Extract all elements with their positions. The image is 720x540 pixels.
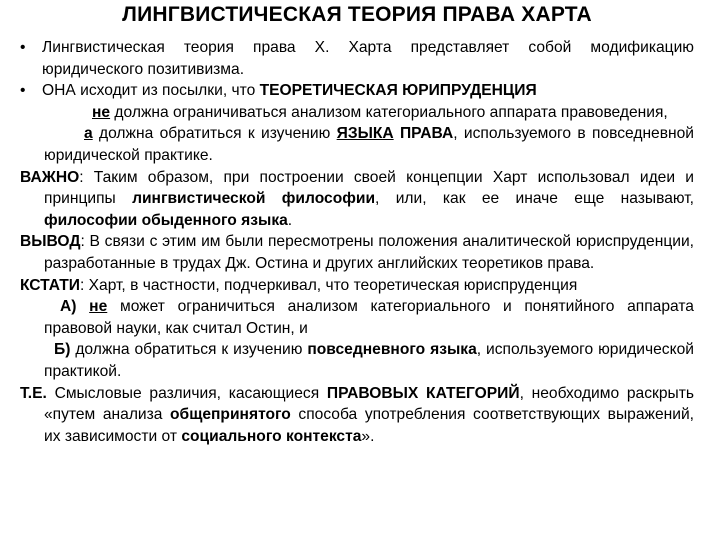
text: : В связи с этим им были пересмотрены положения аналитической юриспруденции, разработанные в трудах Дж. Остина и других английских теоретиков права. [44, 233, 694, 272]
label-that-is: Т.Е. [20, 384, 47, 402]
text: , необходимо раскрыть «путем анализа [44, 384, 694, 424]
text: ». [361, 427, 375, 445]
term-everyday-language: повседневного языка [307, 341, 477, 359]
text: : Таким образом, при построении своей концепции Харт использовал идеи и принципы [44, 168, 694, 208]
point-b-marker: Б) [54, 341, 71, 359]
term-language: ЯЗЫКА [336, 125, 394, 143]
paragraph-but [20, 123, 694, 166]
paragraph-conclusion [20, 231, 694, 274]
text: должна ограничиваться анализом категориального аппарата правоведения, [110, 103, 668, 121]
text: ОНА исходит из посылки, что [42, 82, 260, 100]
paragraph-not [20, 102, 694, 124]
label-conclusion: ВЫВОД [20, 233, 81, 251]
bullet-paragraph-1 [20, 37, 694, 80]
emphasis-not: не [89, 298, 108, 316]
text: , используемого юридической практикой. [44, 341, 694, 380]
text: должна обратиться к изучению [92, 125, 337, 143]
label-important: ВАЖНО [20, 168, 80, 186]
paragraph-point-a [20, 296, 694, 339]
term-legal-categories: ПРАВОВЫХ КАТЕГОРИЙ [326, 384, 520, 402]
text: должна обратиться к изучению [70, 341, 308, 359]
label-by-the-way: КСТАТИ [20, 276, 80, 294]
emphasis-not: не [92, 103, 111, 121]
term-linguistic-philosophy: лингвистической философии [132, 190, 376, 208]
text: Х. Харта представляет собой модификацию юридического позитивизма. [42, 39, 694, 78]
paragraph-point-b [20, 339, 694, 382]
term-social-context: социального контекста [181, 427, 362, 445]
text: : Харт, в частности, подчеркивал, что теоретическая юриспруденция [79, 276, 578, 294]
bullet-paragraph-2 [20, 80, 694, 102]
paragraph-important [20, 167, 694, 232]
term-law: ПРАВА [393, 125, 454, 143]
slide-title: ЛИНГВИСТИЧЕСКАЯ ТЕОРИЯ ПРАВА ХАРТА [122, 3, 592, 26]
text: способа употребления соответствующих выражений, их зависимости от [44, 406, 694, 445]
point-a-marker: А) [60, 298, 77, 316]
term-common-usage: общепринятого [170, 406, 291, 424]
text: , используемого в повседневной юридической практике. [44, 125, 695, 164]
term-linguistic-theory: Лингвистическая теория права [42, 39, 296, 56]
emphasis-but: а [84, 125, 93, 143]
term-ordinary-language-philosophy: философии обыденного языка [44, 211, 288, 229]
text: . [287, 211, 293, 229]
term-theoretical-jurisprudence: ТЕОРЕТИЧЕСКАЯ ЮРИПРУДЕНЦИЯ [259, 82, 537, 100]
text: Смысловые различия, касающиеся [46, 384, 327, 402]
text: может ограничиться анализом категориального и понятийного аппарата правовой науки, как считал Остин, и [44, 298, 694, 337]
paragraph-by-the-way [20, 275, 694, 297]
slide-body [20, 37, 694, 447]
text: , или, как ее иначе еще называют, [375, 190, 694, 208]
paragraph-that-is [20, 383, 694, 448]
